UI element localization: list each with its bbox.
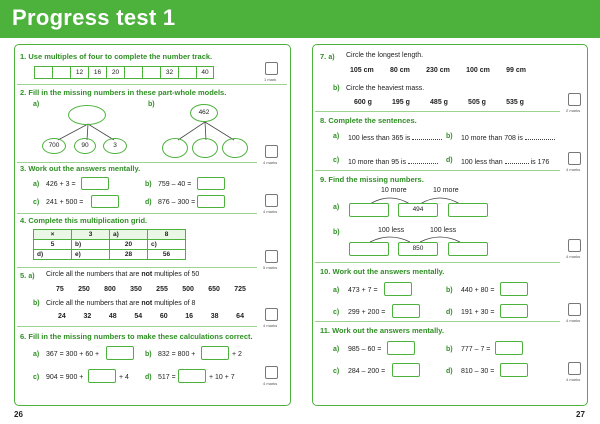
track-cell[interactable] [52,66,70,79]
q11c-expr: 284 – 200 = [348,368,386,375]
grid-cell[interactable]: b) [72,240,110,250]
q5a-not: not [141,271,153,278]
track-cell[interactable] [178,66,196,79]
answer-box[interactable] [384,282,412,296]
q11-number: 11. [320,326,331,335]
q11-heading [320,326,444,335]
track-cell[interactable] [142,66,160,79]
mark-box[interactable] [265,145,278,158]
q8a-label: a) [333,133,340,140]
q5-heading [20,271,35,280]
number-item[interactable]: 48 [108,313,117,320]
mass-item[interactable]: 505 g [468,99,486,106]
track-cell: 20 [106,66,124,79]
mark-label: 4 marks [566,318,581,323]
q6b-expr: 832 = 800 + [158,351,196,358]
q11-text: Work out the answers mentally. [332,326,444,335]
track-cell: 40 [196,66,214,79]
mark-box[interactable] [265,250,278,263]
q9-number: 9. [320,175,327,184]
q10-heading [320,267,444,276]
q3d-expr: 876 – 300 = [158,199,196,206]
q9b-arrow-label: 100 less [378,227,405,234]
answer-box[interactable] [197,177,225,190]
mark-box[interactable] [568,362,581,375]
q8-number: 8. [320,116,327,125]
given-number: 850 [398,242,438,256]
number-item[interactable]: 38 [210,313,219,320]
grid-cell: 8 [148,230,186,240]
q8-text: Complete the sentences. [328,116,417,125]
q8a-sentence: 100 less than 365 is [348,135,411,142]
answer-box[interactable] [387,341,415,355]
answer-box[interactable] [349,242,389,256]
number-item[interactable]: 350 [130,286,142,293]
number-item[interactable]: 32 [83,313,92,320]
given-number: 494 [398,203,438,217]
q6b-label: b) [145,351,152,358]
part-circle[interactable] [222,138,248,158]
q7-heading [320,52,335,61]
divider [315,321,560,322]
mass-item[interactable]: 485 g [430,99,448,106]
q6d-post: + 10 + 7 [209,374,235,381]
mark-box[interactable] [568,303,581,316]
q7-number: 7. [320,52,327,61]
q11b-label: b) [446,346,453,353]
part-circle: 90 [74,138,96,154]
mark-box[interactable] [265,194,278,207]
answer-box[interactable] [197,195,225,208]
grid-cell: 56 [148,250,186,260]
mark-label: 4 marks [566,377,581,382]
q6-number: 6. [20,332,27,341]
blank-line[interactable] [525,133,555,140]
answer-box[interactable] [448,242,488,256]
q3d-label: d) [145,199,152,206]
track-cell[interactable] [124,66,142,79]
q3-heading [20,164,140,173]
length-item[interactable]: 105 cm [350,67,374,74]
q10d-expr: 191 + 30 = [461,309,495,316]
q7b-label: b) [333,85,340,92]
q2-number: 2. [20,88,27,97]
q5a-pre: Circle all the numbers that are [46,271,140,278]
q5-number: 5. [20,271,27,280]
q10c-label: c) [333,309,340,316]
mass-item[interactable]: 600 g [354,99,372,106]
answer-box[interactable] [500,363,528,377]
answer-box[interactable] [500,282,528,296]
number-item[interactable]: 75 [56,286,64,293]
q5b-number-list [58,313,244,320]
q3c-expr: 241 + 500 = [46,199,84,206]
q8-heading [320,116,417,125]
mark-label: 5 marks [263,265,278,270]
mark-box[interactable] [568,93,581,106]
number-item[interactable]: 500 [182,286,194,293]
q6d-label: d) [145,374,152,381]
grid-cell[interactable]: c) [148,240,186,250]
q6c-expr: 904 = 900 + [46,374,84,381]
answer-box[interactable] [81,177,109,190]
q6c-post: + 4 [119,374,129,381]
divider [17,84,287,85]
number-item[interactable]: 64 [236,313,244,320]
q10a-label: a) [333,287,340,294]
mark-label: 4 marks [566,254,581,259]
q2-text: Fill in the missing numbers in these part-whole models. [28,88,227,97]
mark-label: 4 marks [263,160,278,165]
blank-line[interactable] [412,133,442,140]
part-circle: 3 [103,138,127,154]
q7a-text: Circle the longest length. [346,52,424,59]
grid-cell[interactable]: e) [72,250,110,260]
q3c-label: c) [33,199,40,206]
number-item[interactable]: 16 [185,313,194,320]
mark-box[interactable] [568,239,581,252]
q5a-post: multiples of 50 [154,271,200,278]
q9-text: Find the missing numbers. [328,175,424,184]
mark-box[interactable] [265,308,278,321]
q8d-text [461,157,549,166]
q8c-label: c) [333,157,340,164]
q10-number: 10. [320,267,331,276]
grid-cell[interactable]: a) [110,230,148,240]
q2a-label: a) [33,101,40,108]
blank-line[interactable] [408,157,438,164]
divider [17,267,257,268]
grid-cell: 28 [110,250,148,260]
q3a-expr: 426 + 3 = [46,181,76,188]
q6-heading [20,332,253,341]
q10b-label: b) [446,287,453,294]
divider [17,326,257,327]
q5a-number-list [56,286,246,293]
mark-label: 2 marks [566,108,581,113]
mass-item[interactable]: 195 g [392,99,410,106]
divider [17,162,257,163]
q5b-pre: Circle all the numbers that are [46,300,140,307]
grid-cell: × [34,230,72,240]
q3b-label: b) [145,181,152,188]
answer-box[interactable] [106,346,134,360]
answer-box[interactable] [88,369,116,383]
q9a-arrow-label: 10 more [381,187,407,194]
track-cell: 32 [160,66,178,79]
page-number-left: 26 [14,410,23,419]
divider [315,111,560,112]
q8b-label: b) [446,133,453,140]
number-track [34,66,214,79]
q10b-expr: 440 + 80 = [461,287,495,294]
q8c-sentence: 10 more than 95 is [348,159,406,166]
page-number-right: 27 [576,410,585,419]
q9b-label: b) [333,229,340,236]
q6-text: Fill in the missing numbers to make these calculations correct. [28,332,253,341]
lengths-list [350,67,526,74]
q5b-text [46,300,195,307]
length-item[interactable]: 230 cm [426,67,450,74]
q6d-expr: 517 = [158,374,176,381]
page-title: Progress test 1 [12,5,176,30]
answer-box[interactable] [392,363,420,377]
whole-circle: 462 [190,104,218,122]
mark-box[interactable] [265,62,278,75]
length-item[interactable]: 100 cm [466,67,490,74]
header-bar [0,0,600,38]
grid-cell: 20 [110,240,148,250]
q3a-label: a) [33,181,40,188]
divider [17,213,257,214]
number-item[interactable]: 725 [234,286,246,293]
number-item[interactable]: 800 [104,286,116,293]
q11c-label: c) [333,368,340,375]
q7b-text: Circle the heaviest mass. [346,85,425,92]
q8c-text [348,157,438,166]
track-cell: 16 [88,66,106,79]
q6b-post: + 2 [232,351,242,358]
q11a-expr: 985 – 60 = [348,346,382,353]
number-item[interactable]: 54 [134,313,143,320]
q2-heading [20,88,226,97]
answer-box[interactable] [349,203,389,217]
q10c-expr: 299 + 200 = [348,309,386,316]
mark-label: 4 marks [263,381,278,386]
q10d-label: d) [446,309,453,316]
q11a-label: a) [333,346,340,353]
answer-box[interactable] [392,304,420,318]
part-circle[interactable] [162,138,188,158]
q1-heading [20,52,212,61]
q1-text: Use multiples of four to complete the number track. [28,52,213,61]
q4-heading [20,216,147,225]
q9a-arrow-label: 10 more [433,187,459,194]
grid-cell: 5 [34,240,72,250]
q1-number: 1. [20,52,27,61]
q5b-not: not [141,300,153,307]
divider [315,170,560,171]
number-item[interactable]: 24 [58,313,66,320]
mark-box[interactable] [568,152,581,165]
answer-box[interactable] [500,304,528,318]
q10-text: Work out the answers mentally. [332,267,445,276]
q7a-label: a) [328,54,335,61]
number-item[interactable]: 255 [156,286,168,293]
q8d-post: is 176 [530,159,550,166]
q9a-label: a) [333,204,340,211]
q5a-text [46,271,199,278]
track-cell[interactable] [34,66,52,79]
q11d-label: d) [446,368,453,375]
q5b-label: b) [33,300,40,307]
length-item[interactable]: 99 cm [506,67,526,74]
number-item[interactable]: 60 [159,313,168,320]
q9-heading [320,175,424,184]
number-item[interactable]: 250 [78,286,90,293]
answer-box[interactable] [495,341,523,355]
q8d-label: d) [446,157,453,164]
q8b-text [461,133,555,142]
q11b-expr: 777 – 7 = [461,346,491,353]
grid-cell[interactable]: d) [34,250,72,260]
answer-box[interactable] [178,369,206,383]
q4-text: Complete this multiplication grid. [28,216,148,225]
q9b-arrow-label: 100 less [430,227,457,234]
answer-box[interactable] [201,346,229,360]
mark-label: 4 marks [263,323,278,328]
number-item[interactable]: 650 [208,286,220,293]
q5a-label: a) [28,273,35,280]
q2b-label: b) [148,101,155,108]
q8a-text [348,133,442,142]
q6c-label: c) [33,374,40,381]
q6a-expr: 367 = 300 + 60 + [46,351,100,358]
q3-number: 3. [20,164,27,173]
mark-label: 4 marks [263,209,278,214]
blank-line[interactable] [505,157,529,164]
masses-list [354,99,524,106]
part-circle: 700 [42,138,66,154]
mark-label: 1 mark [264,77,277,82]
q11d-expr: 810 – 30 = [461,368,495,375]
length-item[interactable]: 80 cm [390,67,410,74]
q3-text: Work out the answers mentally. [28,164,141,173]
multiplication-grid [33,229,186,260]
q3b-expr: 759 – 40 = [158,181,192,188]
mass-item[interactable]: 535 g [506,99,524,106]
grid-cell: 3 [72,230,110,240]
q6a-label: a) [33,351,40,358]
mark-label: 4 marks [566,167,581,172]
q8b-sentence: 10 more than 708 is [461,135,523,142]
q8d-sentence: 100 less than [461,159,503,166]
part-circle[interactable] [192,138,218,158]
q4-number: 4. [20,216,27,225]
mark-box[interactable] [265,366,278,379]
divider [315,262,560,263]
answer-box[interactable] [91,195,119,208]
answer-box[interactable] [448,203,488,217]
whole-circle[interactable] [68,105,106,125]
q5b-post: multiples of 8 [154,300,196,307]
track-cell: 12 [70,66,88,79]
q10a-expr: 473 + 7 = [348,287,378,294]
